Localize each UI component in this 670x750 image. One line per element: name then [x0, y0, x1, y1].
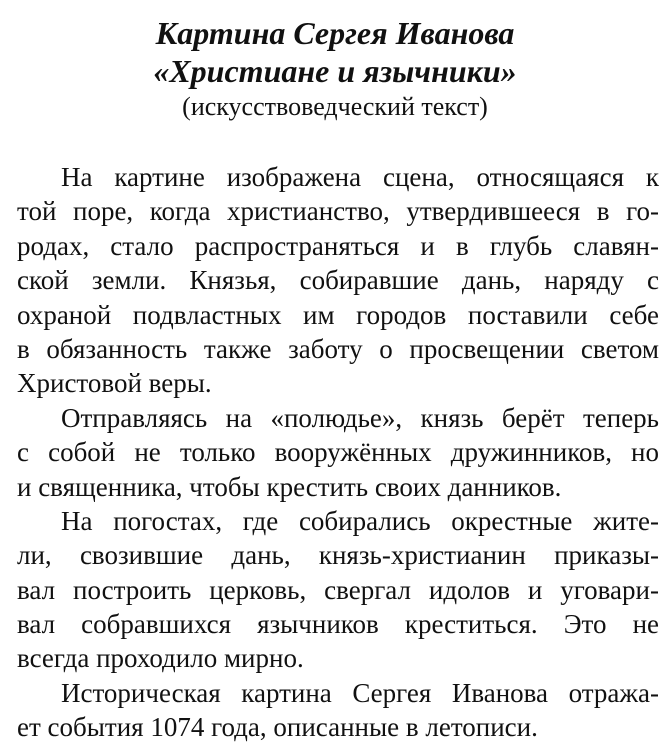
text-line: Отправляясь на «полюдье», князь берёт теперь: [61, 402, 659, 433]
text-line: На картине изображена сцена, относящаяся к: [61, 162, 659, 192]
title-line: Картина Сергея Иванова: [155, 15, 515, 51]
text-line: и священника, чтобы крестить своих данников.: [17, 471, 562, 502]
text-line: с собой не только вооружённых дружинников, но: [17, 437, 659, 468]
title: [0, 14, 670, 90]
text-line: ской земли. Князья, собиравшие дань, наряду с: [17, 265, 659, 296]
title-line: «Христиане и язычники»: [153, 53, 517, 89]
text-line: ет события 1074 года, описанные в летописи.: [17, 712, 538, 743]
subtitle: (искусствоведческий текст): [182, 92, 488, 121]
text-line: той поре, когда христианство, утвердившееся в го-: [17, 196, 659, 227]
paragraph: [17, 504, 659, 676]
article-body: [17, 160, 659, 745]
text-line: Христовой веры.: [17, 368, 212, 399]
text-line: всегда проходило мирно.: [17, 643, 304, 674]
text-line: охраной подвластных им городов поставили себе: [17, 299, 659, 330]
text-line: в обязанность также заботу о просвещении светом: [17, 333, 659, 364]
paragraph: [17, 401, 659, 504]
paragraph: [17, 676, 659, 745]
text-line: родах, стало распространяться и в глубь славян-: [17, 230, 659, 261]
text-line: вал построить церковь, свергал идолов и уговари-: [17, 574, 659, 605]
text-line: На погостах, где собирались окрестные жите-: [61, 505, 659, 536]
heading-block: [0, 0, 670, 122]
text-line: вал собравшихся язычников креститься. Это не: [17, 609, 659, 640]
text-line: ли, свозившие дань, князь-христианин приказы-: [17, 540, 659, 571]
paragraph: [17, 160, 659, 401]
text-line: Историческая картина Сергея Иванова отража-: [61, 677, 659, 708]
